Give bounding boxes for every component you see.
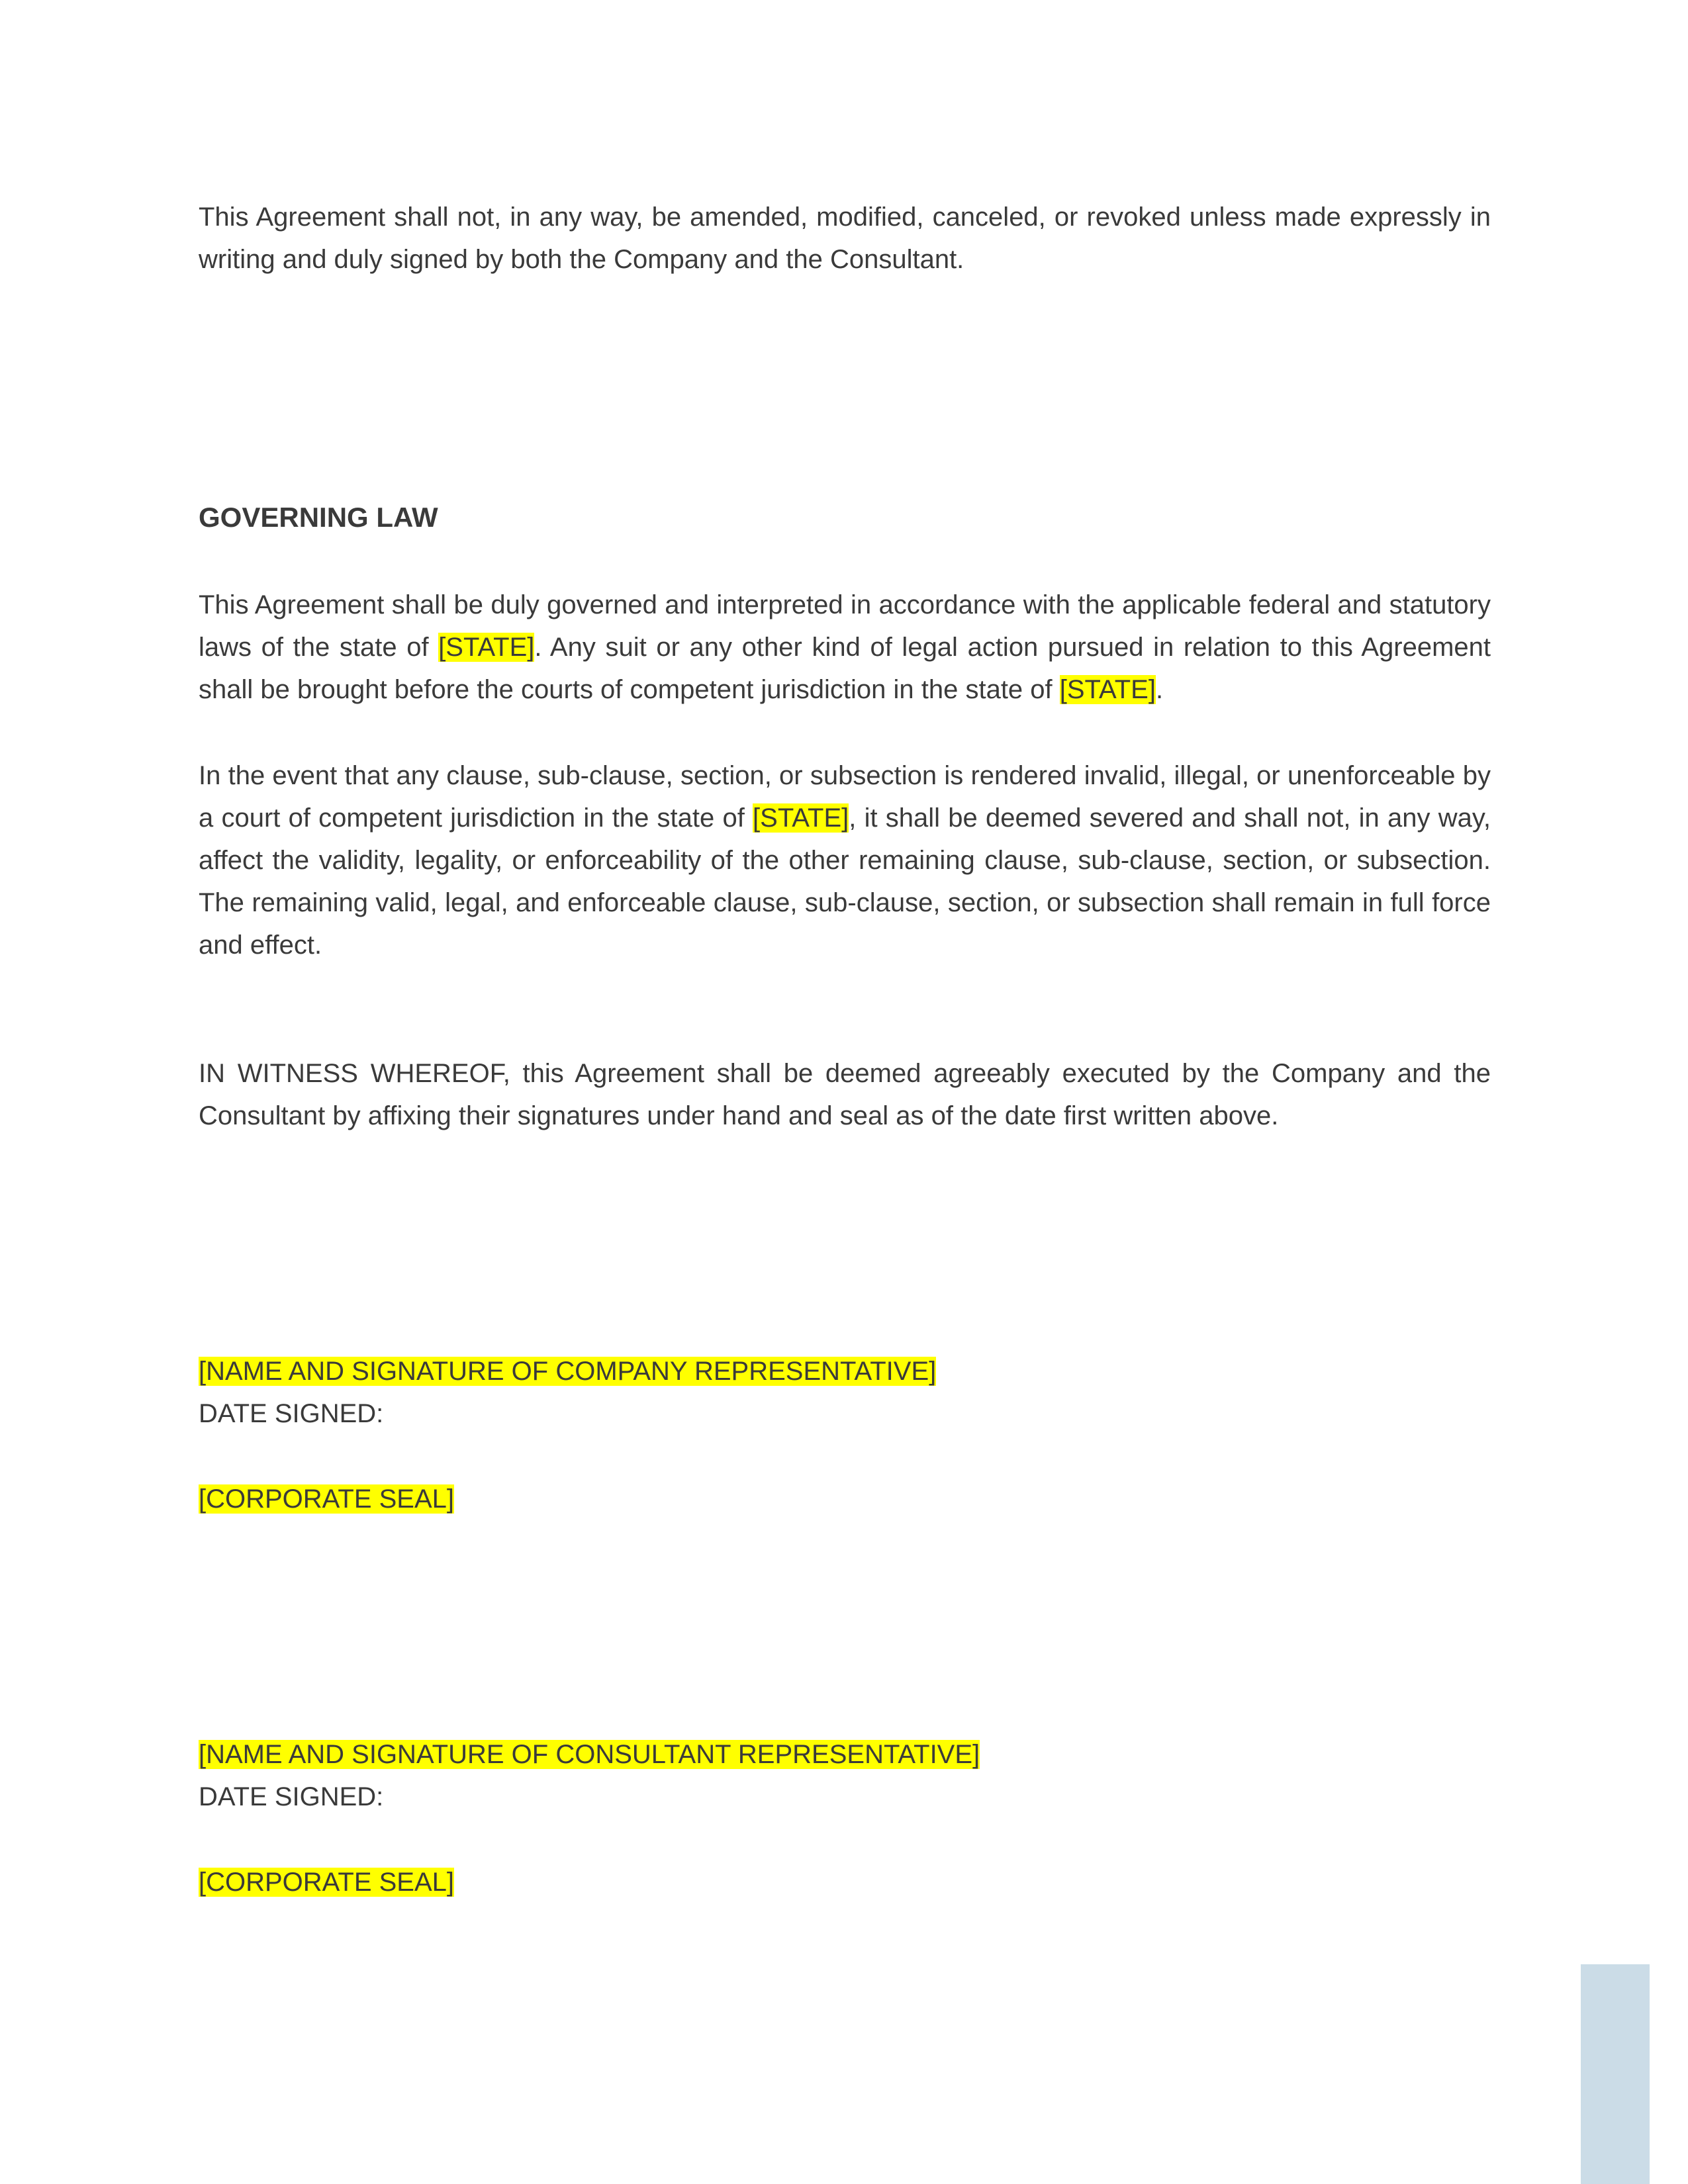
text-segment: . Any suit or any other kind of legal action pursued in relation to this Agreement shall be brought before the courts of competent jurisdiction in the state of (199, 633, 1491, 704)
state-placeholder: [STATE] (1059, 675, 1156, 704)
company-representative-placeholder: [NAME AND SIGNATURE OF COMPANY REPRESENTATIVE] (199, 1357, 937, 1386)
governing-law-heading: GOVERNING LAW (199, 502, 438, 533)
consultant-representative-placeholder: [NAME AND SIGNATURE OF CONSULTANT REPRESENTATIVE] (199, 1740, 980, 1769)
decorative-side-tab (1581, 1964, 1650, 2184)
governing-law-paragraph-1 (199, 584, 1491, 711)
state-placeholder: [STATE] (438, 633, 535, 662)
text-segment: In the event that any clause, sub-clause, section, or subsection is rendered invalid, illegal, or unenforceable by a court of competent jurisdiction in the state of (199, 761, 1491, 833)
text-segment: , it shall be deemed severed and shall not, in any way, affect the validity, legality, or enforceability of the other remaining clause, sub-clause, section, or subsection. The remaining valid, legal, and enforceable clause, sub-clause, section, or subsection shall remain in full force and effect. (199, 803, 1491, 960)
severability-paragraph (199, 754, 1491, 966)
company-corporate-seal-placeholder: [CORPORATE SEAL] (199, 1484, 455, 1514)
consultant-corporate-seal-placeholder: [CORPORATE SEAL] (199, 1868, 455, 1897)
text-segment: This Agreement shall be duly governed and interpreted in accordance with the applicable federal and statutory laws of the state of (199, 590, 1491, 662)
witness-clause: IN WITNESS WHEREOF, this Agreement shall be deemed agreeably executed by the Company and the Consultant by affixing their signatures under hand and seal as of the date first written above. (199, 1059, 1491, 1130)
consultant-date-signed-label: DATE SIGNED: (199, 1782, 384, 1811)
state-placeholder: [STATE] (753, 803, 849, 833)
company-seal-line (199, 1478, 454, 1520)
company-signature-line (199, 1350, 936, 1392)
consultant-signature-line (199, 1733, 980, 1776)
consultant-seal-line (199, 1861, 454, 1903)
text-segment: . (1155, 675, 1164, 704)
amendment-clause: This Agreement shall not, in any way, be amended, modified, canceled, or revoked unless made expressly in writing and duly signed by both the Company and the Consultant. (199, 203, 1491, 274)
company-date-signed-label: DATE SIGNED: (199, 1399, 384, 1428)
